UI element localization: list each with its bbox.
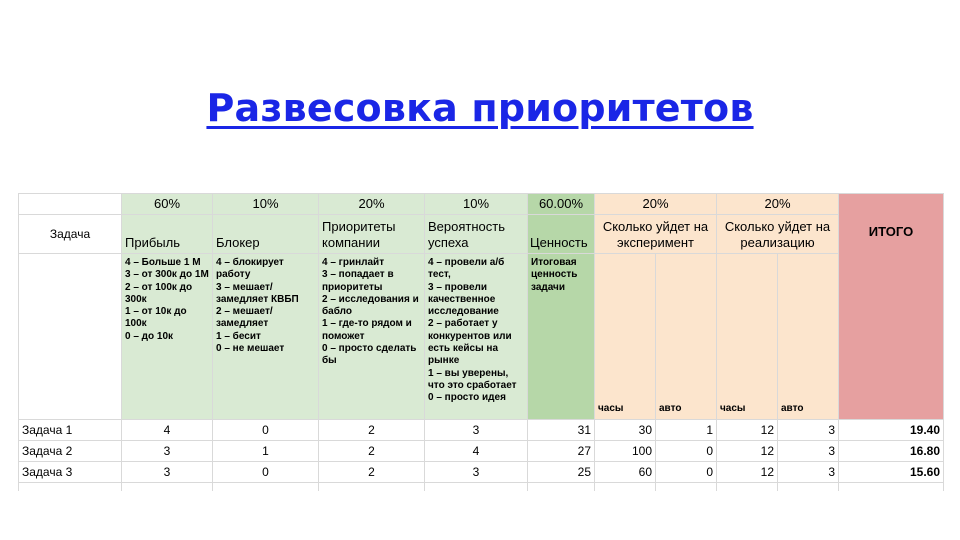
cell-exp-hours[interactable]: 30 bbox=[595, 420, 656, 441]
desc-line: 2 – работает у конкурентов или есть кейсы на рынке bbox=[428, 318, 512, 367]
header-implementation[interactable]: Сколько уйдет на реализацию bbox=[717, 215, 839, 254]
header-experiment[interactable]: Сколько уйдет на эксперимент bbox=[595, 215, 717, 254]
cell-impl-hours[interactable]: 12 bbox=[717, 441, 778, 462]
weight-probability[interactable]: 10% bbox=[425, 194, 528, 215]
desc-line: 1 – вы уверены, что это сработает bbox=[428, 367, 517, 391]
desc-line: 1 – где-то рядом и поможет bbox=[322, 318, 412, 342]
desc-empty bbox=[19, 254, 122, 420]
desc-line: 0 – просто идея bbox=[428, 392, 506, 404]
header-task[interactable]: Задача bbox=[19, 215, 122, 254]
desc-line: 4 – провели а/б тест, bbox=[428, 257, 505, 281]
weight-blocker[interactable]: 10% bbox=[213, 194, 319, 215]
cell-blocker[interactable]: 0 bbox=[213, 462, 319, 483]
table-row bbox=[19, 420, 944, 441]
desc-line: 0 – до 10к bbox=[125, 330, 174, 342]
cell-total[interactable]: 15.60 bbox=[839, 462, 944, 483]
desc-line: 4 – блокирует работу bbox=[216, 257, 284, 281]
desc-line: 1 – бесит bbox=[216, 330, 261, 342]
total-header-cell bbox=[839, 194, 944, 420]
header-priorities[interactable]: Приоритеты компании bbox=[319, 215, 425, 254]
desc-value[interactable] bbox=[528, 254, 595, 420]
cell-value[interactable]: 25 bbox=[528, 462, 595, 483]
header-blocker[interactable]: Блокер bbox=[213, 215, 319, 254]
cell-exp-hours[interactable]: 60 bbox=[595, 462, 656, 483]
weight-experiment[interactable]: 20% bbox=[595, 194, 717, 215]
cell-probability[interactable]: 4 bbox=[425, 441, 528, 462]
cell-blocker[interactable]: 1 bbox=[213, 441, 319, 462]
desc-line: 2 – мешает/ замедляет bbox=[216, 306, 273, 330]
header-profit[interactable]: Прибыль bbox=[122, 215, 213, 254]
weight-implementation[interactable]: 20% bbox=[717, 194, 839, 215]
desc-line: 3 – мешает/ замедляет КВБП bbox=[216, 281, 299, 305]
desc-profit[interactable] bbox=[122, 254, 213, 420]
desc-line: 0 – просто сделать бы bbox=[322, 343, 417, 367]
cell-priorities[interactable]: 2 bbox=[319, 462, 425, 483]
weights-row bbox=[19, 194, 944, 215]
desc-line: 1 – от 10к до 100к bbox=[125, 306, 187, 330]
cell-profit[interactable]: 3 bbox=[122, 441, 213, 462]
cell-probability[interactable]: 3 bbox=[425, 420, 528, 441]
cell-exp-hours[interactable]: 100 bbox=[595, 441, 656, 462]
desc-line: 2 – исследования и бабло bbox=[322, 293, 419, 318]
cell-priorities[interactable]: 2 bbox=[319, 420, 425, 441]
desc-line: 4 – Больше 1 М bbox=[125, 257, 201, 268]
desc-line: Итоговая ценность задачи bbox=[531, 257, 578, 293]
desc-line: 2 – от 100к до 300к bbox=[125, 281, 193, 305]
cell-task[interactable]: Задача 1 bbox=[19, 420, 122, 441]
cell-profit[interactable]: 3 bbox=[122, 462, 213, 483]
weight-priorities[interactable]: 20% bbox=[319, 194, 425, 215]
cell-profit[interactable]: 4 bbox=[122, 420, 213, 441]
table-row bbox=[19, 462, 944, 483]
header-probability[interactable]: Вероятность успеха bbox=[425, 215, 528, 254]
cell-task[interactable]: Задача 2 bbox=[19, 441, 122, 462]
cell-exp-auto[interactable]: 0 bbox=[656, 441, 717, 462]
header-row bbox=[19, 215, 944, 254]
desc-line: 0 – не мешает bbox=[216, 343, 285, 355]
weight-value[interactable]: 60.00% bbox=[528, 194, 595, 215]
desc-blocker[interactable] bbox=[213, 254, 319, 420]
desc-line: 3 – провели качественное исследование bbox=[428, 281, 499, 318]
cell-blocker[interactable]: 0 bbox=[213, 420, 319, 441]
total-header: ИТОГО bbox=[868, 224, 914, 239]
cell-impl-auto[interactable]: 3 bbox=[778, 420, 839, 441]
cell-exp-auto[interactable]: 1 bbox=[656, 420, 717, 441]
unit-impl-hours[interactable]: часы bbox=[717, 254, 778, 420]
desc-line: 3 – попадает в приоритеты bbox=[322, 269, 394, 293]
weight-profit[interactable]: 60% bbox=[122, 194, 213, 215]
unit-exp-auto[interactable]: авто bbox=[656, 254, 717, 420]
description-row bbox=[19, 254, 944, 420]
cell-impl-hours[interactable]: 12 bbox=[717, 420, 778, 441]
header-value[interactable]: Ценность bbox=[528, 215, 595, 254]
cell-probability[interactable]: 3 bbox=[425, 462, 528, 483]
cell-impl-auto[interactable]: 3 bbox=[778, 462, 839, 483]
cell-exp-auto[interactable]: 0 bbox=[656, 462, 717, 483]
desc-probability[interactable] bbox=[425, 254, 528, 420]
unit-impl-auto[interactable]: авто bbox=[778, 254, 839, 420]
desc-line: 3 – от 300к до 1М bbox=[125, 269, 209, 281]
cell-total[interactable]: 19.40 bbox=[839, 420, 944, 441]
cell-task[interactable]: Задача 3 bbox=[19, 462, 122, 483]
cell-value[interactable]: 27 bbox=[528, 441, 595, 462]
cell-total[interactable]: 16.80 bbox=[839, 441, 944, 462]
desc-priorities[interactable] bbox=[319, 254, 425, 420]
page-title: Развесовка приоритетов bbox=[206, 86, 754, 130]
weight-cell-empty bbox=[19, 194, 122, 215]
cell-impl-hours[interactable]: 12 bbox=[717, 462, 778, 483]
table-row bbox=[19, 441, 944, 462]
desc-line: 4 – гринлайт bbox=[322, 257, 385, 268]
priority-table bbox=[18, 193, 944, 491]
cell-value[interactable]: 31 bbox=[528, 420, 595, 441]
cell-priorities[interactable]: 2 bbox=[319, 441, 425, 462]
empty-row bbox=[19, 483, 944, 491]
cell-impl-auto[interactable]: 3 bbox=[778, 441, 839, 462]
unit-exp-hours[interactable]: часы bbox=[595, 254, 656, 420]
